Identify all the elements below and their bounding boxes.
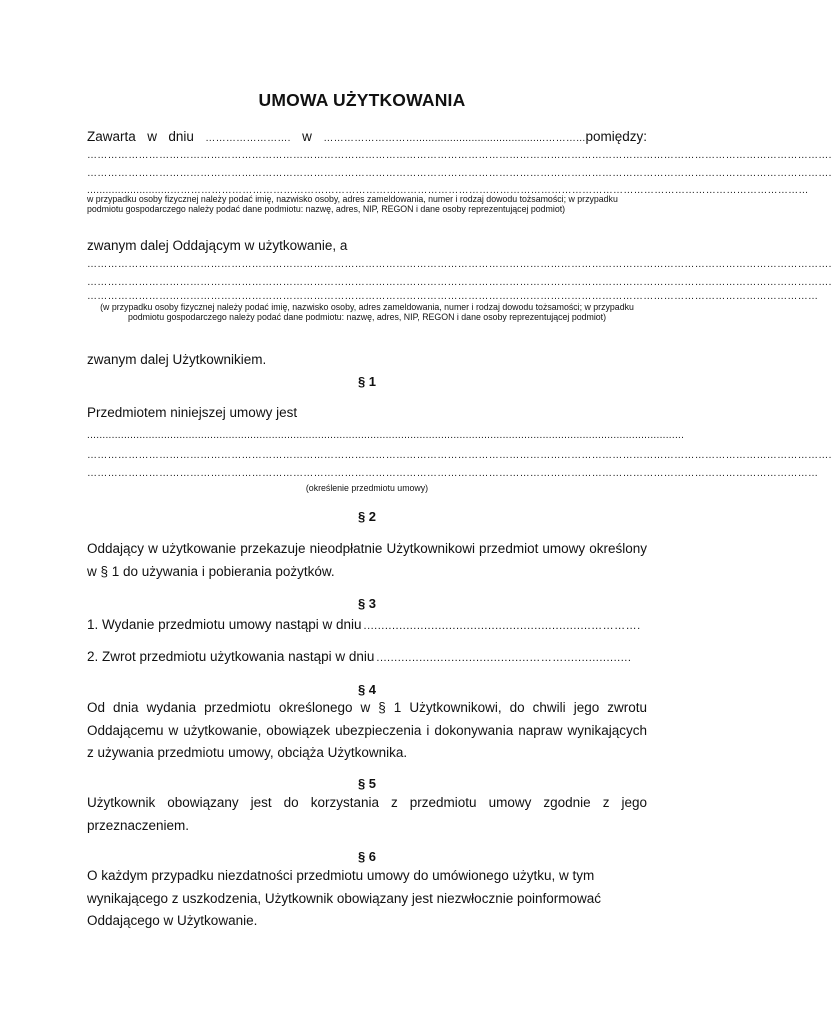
intro-pomiedzy: pomiędzy:	[585, 129, 647, 144]
party2-called: zwanym dalej Użytkownikiem.	[87, 352, 267, 367]
section-3-item-2	[87, 649, 647, 664]
section-1-text: Przedmiotem niniejszej umowy jest	[87, 405, 298, 420]
section-6-text: O każdym przypadku niezdatności przedmiotu umowy do umówionego użytku, w tym wynikającego z uszkodzenia, Użytkownik obowiązany jest niezwłocznie poinformować Oddającego w Użytkowanie.	[87, 868, 601, 928]
party1-blank-line-1[interactable]: ……………………………………………………………………………………………………………………………………………………………………………………………….	[87, 150, 832, 161]
party2-blank-line-2[interactable]: ……………………………………………………………………………………………………………………………………………………………………………………………….	[87, 277, 832, 288]
section-4-text: Od dnia wydania przedmiotu określonego w § 1 Użytkownikowi, do chwili jego zwrotu Oddającemu w użytkowanie, obowiązek ubezpieczenia i dokonywania napraw wynikających z używania przedmiotu umowy, obciąża Użytkownika.	[87, 700, 647, 760]
intro-line	[87, 129, 647, 145]
section-5-heading: § 5	[357, 776, 377, 791]
place-blank[interactable]: ………………………..........................................………...	[323, 133, 586, 144]
section-6-heading: § 6	[357, 849, 377, 864]
subject-blank-line-3[interactable]: ……………………………………………………………………………………………………………………………………………………………………………………………	[87, 468, 819, 479]
section-2-heading: § 2	[357, 509, 377, 524]
section-4-heading: § 4	[357, 682, 377, 697]
return-label: 2. Zwrot przedmiotu użytkowania nastąpi w dniu	[87, 649, 375, 664]
subject-blank-line-2[interactable]: ……………………………………………………………………………………………………………………………………………………………………………………………….	[87, 450, 832, 461]
section-5-text: Użytkownik obowiązany jest do korzystania z przedmiotu umowy zgodnie z jego przeznaczeniem.	[87, 795, 647, 833]
party2-note: (w przypadku osoby fizycznej należy podać imię, nazwisko osoby, adres zameldowania, numer i rodzaj dowodu tożsamości; w przypadku podmiotu gospodarczego należy podać dane podmiotu: nazwę, adres, NIP, REGON i dane osoby reprezentującej podmiot)	[100, 302, 634, 322]
section-1-heading: § 1	[357, 374, 377, 389]
date-blank[interactable]: …………………….	[205, 133, 291, 144]
return-date-blank[interactable]: ...........................................………...................	[376, 652, 632, 664]
delivery-date-blank[interactable]: ................................................................………….	[363, 620, 641, 632]
intro-w2: w	[302, 129, 312, 144]
subject-note: (określenie przedmiotu umowy)	[305, 483, 429, 493]
intro-zawarta: Zawarta	[87, 129, 136, 144]
party2-blank-line-3[interactable]: ……………………………………………………………………………………………………………………………………………………………………………………………	[87, 291, 819, 302]
party2-blank-line-1[interactable]: ……………………………………………………………………………………………………………………………………………………………………………………………….	[87, 259, 832, 270]
party1-called: zwanym dalej Oddającym w użytkowanie, a	[87, 238, 348, 253]
party1-blank-line-3[interactable]: ...........................……………………………………………………………………………………………………………………………………………………………………	[87, 185, 809, 196]
party1-blank-line-2[interactable]: ……………………………………………………………………………………………………………………………………………………………………………………………….	[87, 168, 832, 179]
section-2-text: Oddający w użytkowanie przekazuje nieodpłatnie Użytkownikowi przedmiot umowy określony w § 1 do używania i pobierania pożytków.	[87, 541, 647, 579]
section-3-item-1	[87, 617, 647, 632]
intro-w1: w	[147, 129, 157, 144]
party1-note: w przypadku osoby fizycznej należy podać imię, nazwisko osoby, adres zameldowania, numer i rodzaj dowodu tożsamości; w przypadku podmiotu gospodarczego należy podać dane podmiotu: nazwę, adres, NIP, REGON i dane osoby reprezentującej podmiot)	[87, 194, 618, 214]
document-title: UMOWA UŻYTKOWANIA	[258, 90, 466, 110]
delivery-label: 1. Wydanie przedmiotu umowy nastąpi w dniu	[87, 617, 362, 632]
section-3-heading: § 3	[357, 596, 377, 611]
intro-dniu: dniu	[168, 129, 194, 144]
subject-blank-line-1[interactable]: ..................................................................................................................................................................................................	[87, 430, 685, 441]
